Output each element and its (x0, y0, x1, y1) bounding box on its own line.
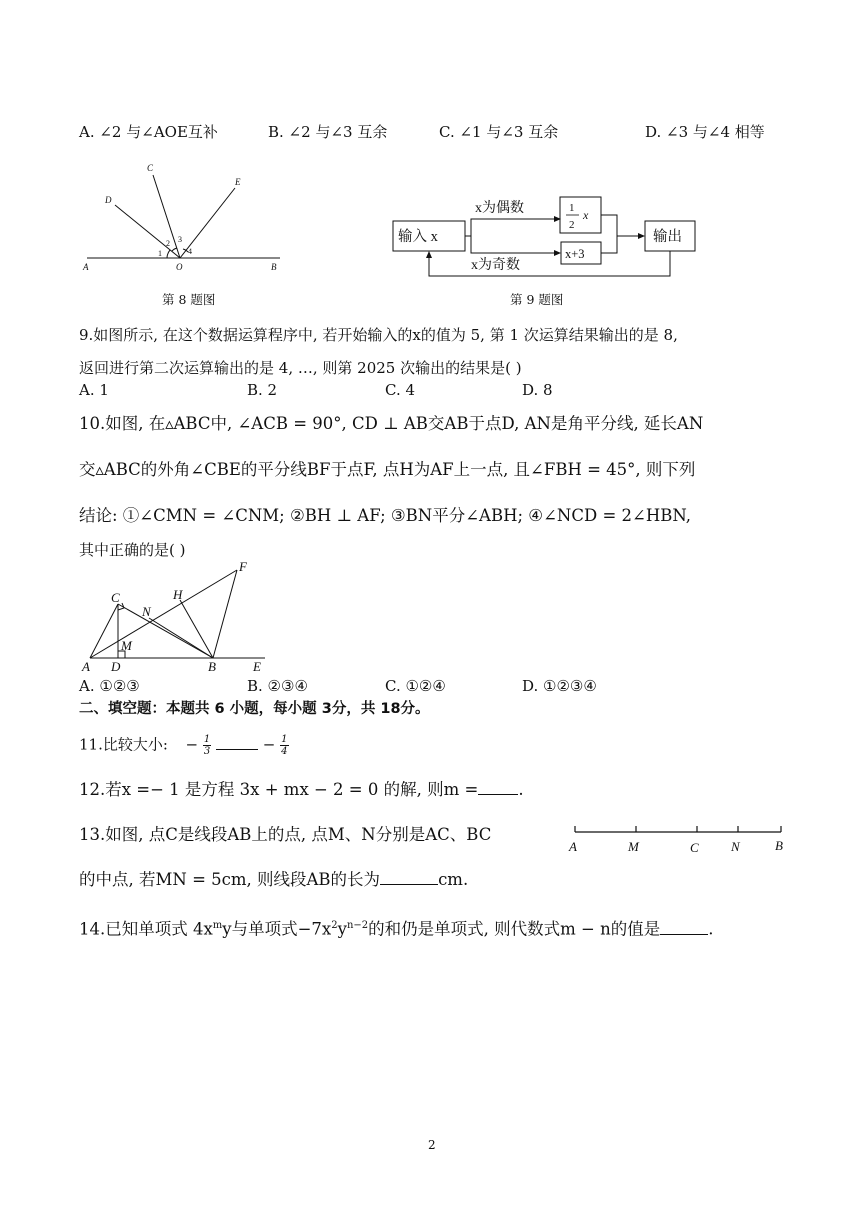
q13-label-n: N (731, 839, 740, 854)
q9-line-1: 9.如图所示, 在这个数据运算程序中, 若开始输入的x的值为 5, 第 1 次运算结果输出的是 8, (79, 326, 678, 344)
q8-option-d: D. ∠3 与∠4 相等 (645, 123, 765, 141)
q8-angle-3: 3 (178, 235, 182, 244)
q14-answer-blank[interactable] (660, 920, 708, 935)
q10-option-b: B. ②③④ (247, 677, 308, 695)
q10-label-e: E (253, 659, 261, 674)
q8-label-a: A (83, 262, 89, 272)
q11-right-sign: − (262, 735, 276, 754)
q13-figure (566, 818, 796, 858)
q9-even-op-num: 1 (569, 202, 575, 214)
q12: 12.若x =− 1 是方程 3x + mx − 2 = 0 的解, 则m = . (79, 780, 524, 799)
q8-label-d: D (105, 195, 112, 205)
q11-left-fraction: $\frac{1}{3}$ (203, 734, 211, 757)
q8-option-c: C. ∠1 与∠3 互余 (439, 123, 559, 141)
q12-text: 12.若x =− 1 是方程 3x + mx − 2 = 0 的解, 则m = (79, 780, 479, 799)
q9-option-c: C. 4 (385, 381, 416, 399)
q8-angle-4: 4 (188, 247, 192, 256)
q12-answer-blank[interactable] (478, 780, 518, 795)
q10-label-f: F (239, 559, 247, 574)
q9-even-op-var: x (583, 208, 589, 222)
q8-option-b: B. ∠2 与∠3 互余 (268, 123, 388, 141)
q9-option-b: B. 2 (247, 381, 278, 399)
q8-label-e: E (235, 177, 241, 187)
q10-label-d: D (111, 659, 121, 674)
q14: 14.已知单项式 $4x^my$与单项式$-7x^2y^{n-2}$的和仍是单项式, 则代数式m − n的值是 . (79, 919, 714, 939)
q11-left-sign: − (185, 735, 199, 754)
q10-option-c: C. ①②④ (385, 677, 446, 695)
q8-angle-1: 1 (158, 249, 162, 258)
q9-even-op-den: 2 (569, 219, 575, 231)
q10-line-3: 结论: ①∠CMN = ∠CNM; ②BH ⊥ AF; ③BN平分∠ABH; ④∠NCD = 2∠HBN, (79, 506, 691, 525)
q9-output-box: 输出 (653, 229, 682, 245)
q11-answer-blank[interactable] (216, 735, 258, 750)
q10-label-a: A (82, 659, 90, 674)
q10-label-c: C (111, 590, 120, 605)
q8-figure (75, 155, 295, 280)
q13-label-b: B (775, 838, 783, 853)
q9-caption: 第 9 题图 (510, 292, 564, 307)
q9-option-d: D. 8 (522, 381, 553, 399)
q8-label-b: B (271, 262, 277, 272)
q8-option-a: A. ∠2 与∠AOE互补 (79, 123, 218, 141)
q11-right-fraction: $\frac{1}{4}$ (281, 734, 288, 757)
q10-line-4: 其中正确的是( ) (79, 541, 186, 559)
q13-label-a: A (569, 839, 577, 854)
q10-label-m: M (121, 638, 132, 653)
q9-input-box: 输入 x (398, 229, 438, 245)
q9-even-label: x为偶数 (475, 201, 524, 216)
q9-flowchart (385, 188, 715, 283)
q13-answer-blank[interactable] (380, 870, 438, 885)
q8-label-c: C (147, 163, 154, 173)
page-number: 2 (428, 1138, 436, 1152)
q8-label-o: O (176, 262, 183, 272)
q9-odd-label: x为奇数 (471, 258, 520, 273)
q9-option-a: A. 1 (79, 381, 109, 399)
q13-line-2: 的中点, 若MN = 5cm, 则线段AB的长为 cm. (79, 870, 469, 889)
q8-angle-2: 2 (166, 239, 170, 248)
q13-label-m: M (628, 839, 639, 854)
q10-label-h: H (173, 587, 183, 602)
q10-label-b: B (208, 659, 216, 674)
section-2-heading: 二、填空题：本题共 6 小题，每小题 3分，共 18分。 (79, 701, 430, 717)
q13-line-1: 13.如图, 点C是线段AB上的点, 点M、N分别是AC、BC (79, 825, 492, 844)
q10-figure (75, 558, 275, 676)
q11 (79, 734, 289, 757)
q10-option-a: A. ①②③ (79, 677, 140, 695)
q13-label-c: C (690, 840, 699, 855)
q10-label-n: N (142, 604, 151, 619)
q8-caption: 第 8 题图 (162, 292, 216, 307)
q10-option-d: D. ①②③④ (522, 677, 597, 695)
q10-line-1: 10.如图, 在▵ABC中, ∠ACB = 90°, CD ⊥ AB交AB于点D, AN是角平分线, 延长AN (79, 414, 704, 433)
q9-odd-op: x+3 (565, 247, 585, 261)
q9-line-2: 返回进行第二次运算输出的是 4, …, 则第 2025 次输出的结果是( ) (79, 359, 522, 377)
q11-prefix: 11.比较大小: (79, 735, 168, 754)
q10-line-2: 交▵ABC的外角∠CBE的平分线BF于点F, 点H为AF上一点, 且∠FBH = 45°, 则下列 (79, 460, 696, 479)
